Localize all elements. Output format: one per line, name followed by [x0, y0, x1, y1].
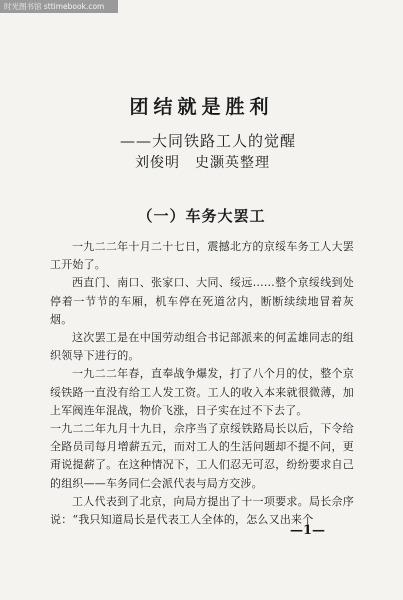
article-title: 团结就是胜利	[129, 96, 274, 118]
paragraph: 这次罢工是在中国劳动组合书记部派来的何孟雄同志的组织领导下进行的。	[50, 331, 354, 363]
section-heading: （一）车务大罢工	[137, 207, 266, 225]
body-text	[50, 238, 354, 529]
paragraph: 工人代表到了北京，向局方提出了十一项要求。局长佘序说：“我只知道局长是代表工人全体的，怎么又出来个	[50, 494, 354, 527]
page-number: —1—	[290, 523, 326, 538]
paragraph: 一九二二年十月二十七日，震撼北方的京绥车务工人大罢工开始了。	[50, 240, 354, 272]
paragraph: 一九二二年春，直奉战争爆发，打了八个月的仗，整个京绥铁路一直没有给工人发工资。工人的收入本来就很微薄，加上军阀连年混战，物价飞涨，日子实在过不下去了。	[50, 367, 354, 417]
paragraph: 一九二二年九月十九日，佘序当了京绥铁路局长以后，下令给全路员司每月增薪五元，而对工人的生活问题却不提不问，更甭说提薪了。在这种情况下，工人们忍无可忍，纷纷要求自己的组织——车务同仁会派代表与局方交涉。	[50, 422, 354, 490]
article-authors: 刘俊明 史灏英整理	[135, 155, 270, 171]
watermark-stamp: 时光图书馆 sttimebook.com	[0, 0, 118, 13]
article-subtitle: ——大同铁路工人的觉醒	[120, 132, 297, 150]
paragraph: 西直门、南口、张家口、大同、绥远……整个京绥线到处停着一节节的车厢，机车停在死道岔内，断断续续地冒着灰烟。	[50, 276, 354, 326]
